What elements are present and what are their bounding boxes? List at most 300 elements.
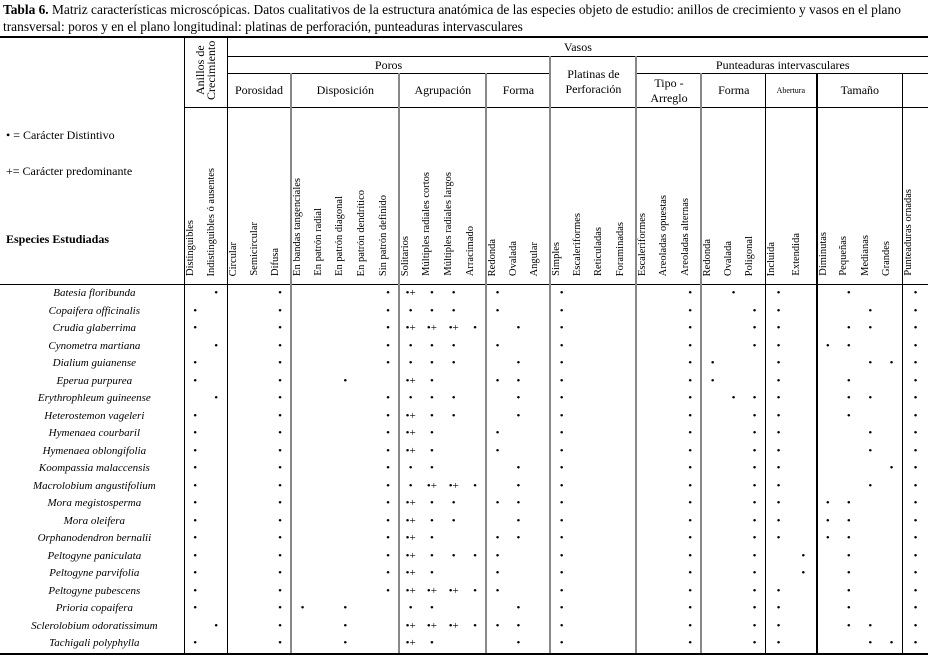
character-mark (636, 618, 658, 636)
character-mark: • (516, 479, 521, 492)
character-mark: • (766, 635, 792, 654)
character-mark: • (386, 427, 390, 440)
character-mark: • (550, 373, 572, 391)
column-header-label: Simples (551, 242, 563, 276)
character-mark: • (846, 339, 851, 352)
character-mark (572, 285, 594, 303)
character-mark (508, 583, 529, 601)
character-mark: • (846, 322, 851, 335)
character-mark: • (486, 285, 507, 303)
column-header (206, 108, 228, 285)
character-mark (723, 338, 744, 356)
character-mark (356, 338, 378, 356)
character-mark: •+ (399, 565, 421, 583)
character-mark: • (386, 339, 390, 352)
character-mark: • (516, 374, 521, 387)
character-mark (356, 408, 378, 426)
column-header-label: Solitarios (400, 235, 412, 276)
character-mark (486, 635, 507, 654)
character-mark (817, 478, 839, 496)
punteaduras-header: Punteaduras intervasculares (636, 57, 928, 74)
character-mark: • (889, 462, 894, 475)
character-mark (227, 390, 248, 408)
character-mark: • (278, 549, 283, 562)
table-row (0, 530, 928, 548)
character-mark (313, 495, 335, 513)
character-mark (723, 600, 744, 618)
character-mark: • (846, 514, 851, 527)
character-mark (701, 548, 722, 566)
character-mark (817, 408, 839, 426)
character-mark (508, 425, 529, 443)
character-mark (701, 320, 722, 338)
character-mark (249, 548, 270, 566)
character-mark (860, 600, 882, 618)
character-mark: •+ (448, 322, 459, 335)
character-mark (572, 583, 594, 601)
character-mark (723, 548, 744, 566)
character-mark (334, 460, 356, 478)
character-mark (227, 443, 248, 461)
character-mark (291, 338, 313, 356)
character-mark (572, 513, 594, 531)
character-mark (291, 443, 313, 461)
character-mark (291, 390, 313, 408)
character-mark: • (184, 635, 206, 654)
character-mark (443, 530, 465, 548)
character-mark (313, 513, 335, 531)
character-mark (572, 338, 594, 356)
character-mark (465, 373, 487, 391)
character-mark: • (291, 600, 313, 618)
characteristics-matrix-table (0, 36, 928, 655)
character-mark (791, 478, 817, 496)
character-mark: • (516, 462, 521, 475)
character-mark (443, 635, 465, 654)
character-mark: • (516, 357, 521, 370)
character-mark (593, 583, 615, 601)
character-mark (184, 338, 206, 356)
character-mark: • (752, 479, 757, 492)
character-mark (615, 443, 637, 461)
character-mark: • (399, 303, 421, 321)
character-mark (465, 460, 487, 478)
character-mark (860, 583, 882, 601)
character-mark (249, 285, 270, 303)
character-mark: • (766, 320, 792, 338)
column-header-label: Angular (529, 241, 541, 276)
character-mark: •+ (426, 322, 437, 335)
column-header (399, 108, 421, 285)
character-mark (817, 635, 839, 654)
character-mark: • (451, 339, 456, 352)
character-mark: • (766, 303, 792, 321)
character-mark: •+ (399, 373, 421, 391)
character-mark (723, 408, 744, 426)
character-mark (636, 285, 658, 303)
character-mark: • (550, 548, 572, 566)
character-mark: • (214, 392, 219, 405)
table-row (0, 338, 928, 356)
character-mark: •+ (399, 583, 421, 601)
character-mark: • (846, 409, 851, 422)
character-mark (636, 303, 658, 321)
character-mark: • (516, 322, 521, 335)
character-mark (723, 303, 744, 321)
character-mark: • (868, 479, 873, 492)
character-mark: • (688, 462, 693, 475)
character-mark (486, 460, 507, 478)
character-mark (636, 390, 658, 408)
character-mark: • (744, 635, 765, 654)
character-mark: • (343, 374, 348, 387)
column-header-label: Escaleriformes (571, 213, 583, 276)
character-mark (356, 303, 378, 321)
species-name: Dialium guianense (52, 357, 137, 370)
character-mark (615, 425, 637, 443)
character-mark: • (752, 444, 757, 457)
column-header-label: Diminutas (817, 232, 829, 276)
character-mark: • (903, 548, 928, 566)
character-mark: • (903, 635, 928, 654)
character-mark: • (766, 443, 792, 461)
character-mark: • (430, 427, 434, 440)
character-mark: • (386, 514, 390, 527)
column-header (550, 108, 572, 285)
character-mark: • (451, 497, 456, 510)
character-mark: • (486, 373, 507, 391)
character-mark: • (903, 320, 928, 338)
character-mark (529, 495, 550, 513)
character-mark (658, 565, 680, 583)
character-mark (572, 303, 594, 321)
character-mark: • (486, 303, 507, 321)
character-mark: • (278, 287, 283, 300)
character-mark: •+ (399, 285, 421, 303)
column-header-label: Múltiples radiales largos (442, 172, 454, 276)
character-mark (636, 373, 658, 391)
character-mark (817, 303, 839, 321)
table-row (0, 355, 928, 373)
character-mark (529, 618, 550, 636)
character-mark: • (846, 549, 851, 562)
character-mark: • (386, 322, 390, 335)
tamano-header: Tamaño (817, 74, 903, 108)
character-mark: •+ (426, 479, 437, 492)
character-mark: • (752, 584, 757, 597)
character-mark (593, 390, 615, 408)
character-mark: • (451, 304, 456, 317)
character-mark: • (550, 320, 572, 338)
character-mark (572, 495, 594, 513)
character-mark (701, 618, 722, 636)
character-mark: • (430, 444, 434, 457)
character-mark (860, 285, 882, 303)
character-mark (615, 355, 637, 373)
character-mark (744, 373, 765, 391)
character-mark: • (550, 565, 572, 583)
character-mark (701, 565, 722, 583)
character-mark (356, 583, 378, 601)
character-mark (636, 548, 658, 566)
character-mark: • (688, 287, 693, 300)
species-name: Hymenaea courbaril (48, 427, 141, 440)
character-mark (636, 513, 658, 531)
character-mark: • (473, 322, 477, 335)
character-mark: • (516, 392, 521, 405)
character-mark (701, 600, 722, 618)
character-mark (227, 565, 248, 583)
character-mark: • (846, 392, 851, 405)
character-mark: • (184, 408, 206, 426)
character-mark (249, 635, 270, 654)
caption-label: Tabla 6. (3, 2, 49, 17)
character-mark (529, 338, 550, 356)
character-mark: • (846, 287, 851, 300)
character-mark (378, 373, 400, 391)
character-mark: • (278, 602, 283, 615)
column-header-label: En patrón radial (312, 208, 324, 276)
character-mark: • (766, 460, 792, 478)
character-mark: • (766, 513, 792, 531)
character-mark: • (486, 565, 507, 583)
character-mark: • (881, 635, 903, 654)
character-mark: • (278, 497, 283, 510)
character-mark: • (550, 443, 572, 461)
character-mark (206, 373, 228, 391)
character-mark (356, 478, 378, 496)
table-row (0, 408, 928, 426)
character-mark: •+ (399, 425, 421, 443)
column-header (766, 108, 792, 285)
character-mark (658, 495, 680, 513)
character-mark (817, 600, 839, 618)
character-mark: • (486, 443, 507, 461)
character-mark: • (766, 495, 792, 513)
character-mark (443, 373, 465, 391)
character-mark: • (486, 338, 507, 356)
character-mark (227, 530, 248, 548)
character-mark (313, 285, 335, 303)
column-header-label: Circular (227, 241, 239, 276)
column-header-label: Ovalada (507, 241, 519, 276)
character-mark (313, 320, 335, 338)
table-row (0, 425, 928, 443)
character-mark: • (860, 635, 882, 654)
character-mark (206, 355, 228, 373)
character-mark: • (903, 495, 928, 513)
character-mark: • (184, 355, 206, 373)
character-mark (206, 320, 228, 338)
character-mark (206, 478, 228, 496)
character-mark: • (550, 478, 572, 496)
character-mark: • (486, 583, 507, 601)
character-mark: • (473, 619, 477, 632)
character-mark: • (451, 392, 456, 405)
character-mark: •+ (399, 495, 421, 513)
character-mark: • (752, 497, 757, 510)
character-mark (465, 408, 487, 426)
character-mark (658, 373, 680, 391)
character-mark (356, 618, 378, 636)
character-mark (465, 600, 487, 618)
character-mark (572, 408, 594, 426)
character-mark: •+ (448, 584, 459, 597)
character-mark (508, 443, 529, 461)
character-mark (572, 618, 594, 636)
table-row (0, 390, 928, 408)
character-mark (881, 600, 903, 618)
character-mark: • (903, 373, 928, 391)
character-mark: • (846, 602, 851, 615)
character-mark (334, 565, 356, 583)
character-mark (334, 443, 356, 461)
character-mark (529, 303, 550, 321)
character-mark (508, 548, 529, 566)
table-row (0, 600, 928, 618)
character-mark (529, 408, 550, 426)
character-mark (701, 513, 722, 531)
character-mark: • (430, 304, 434, 317)
character-mark: • (752, 339, 757, 352)
column-header (593, 108, 615, 285)
table-row (0, 478, 928, 496)
character-mark: • (399, 460, 421, 478)
character-mark (291, 513, 313, 531)
character-mark (881, 618, 903, 636)
character-mark (615, 600, 637, 618)
character-mark (791, 618, 817, 636)
character-mark (658, 320, 680, 338)
character-mark: • (766, 408, 792, 426)
character-mark: • (278, 567, 283, 580)
species-name: Sclerolobium odoratissimum (31, 619, 158, 632)
character-mark (334, 495, 356, 513)
character-mark: • (550, 390, 572, 408)
character-mark: • (270, 635, 291, 654)
character-mark (356, 460, 378, 478)
character-mark (465, 338, 487, 356)
character-mark (227, 548, 248, 566)
character-mark (334, 338, 356, 356)
column-header (817, 108, 839, 285)
character-mark (615, 565, 637, 583)
character-mark: • (817, 495, 839, 513)
character-mark (701, 338, 722, 356)
character-mark: • (688, 392, 693, 405)
character-mark (658, 530, 680, 548)
character-mark: • (184, 443, 206, 461)
character-mark: •+ (448, 619, 459, 632)
character-mark: • (516, 497, 521, 510)
character-mark (593, 530, 615, 548)
table-row (0, 635, 928, 654)
character-mark: • (903, 355, 928, 373)
column-header (291, 108, 313, 285)
character-mark: • (184, 320, 206, 338)
character-mark (593, 565, 615, 583)
character-mark: • (278, 444, 283, 457)
character-mark (658, 425, 680, 443)
character-mark (356, 320, 378, 338)
character-mark (313, 530, 335, 548)
character-mark (249, 443, 270, 461)
character-mark (881, 513, 903, 531)
character-mark (615, 320, 637, 338)
character-mark (723, 320, 744, 338)
character-mark (206, 583, 228, 601)
character-mark (615, 408, 637, 426)
character-mark: • (903, 303, 928, 321)
column-header (723, 108, 744, 285)
character-mark (791, 460, 817, 478)
column-header (838, 108, 860, 285)
character-mark: • (430, 287, 434, 300)
character-mark (636, 583, 658, 601)
table-row (0, 320, 928, 338)
character-mark (881, 320, 903, 338)
character-mark: • (752, 427, 757, 440)
character-mark (817, 320, 839, 338)
character-mark: • (846, 532, 851, 545)
character-mark (881, 583, 903, 601)
character-mark (838, 443, 860, 461)
character-mark: • (550, 355, 572, 373)
character-mark (529, 530, 550, 548)
character-mark (615, 303, 637, 321)
character-mark (817, 583, 839, 601)
character-mark: • (430, 357, 434, 370)
platinas-header: Platinas de Perforación (550, 57, 636, 108)
character-mark (227, 583, 248, 601)
character-mark (881, 565, 903, 583)
character-mark (443, 443, 465, 461)
character-mark: • (688, 409, 693, 422)
character-mark (838, 460, 860, 478)
character-mark: • (903, 338, 928, 356)
character-mark (572, 425, 594, 443)
character-mark (817, 548, 839, 566)
character-mark: • (386, 287, 390, 300)
character-mark (881, 495, 903, 513)
character-mark (791, 303, 817, 321)
character-mark (356, 530, 378, 548)
character-mark: • (486, 618, 507, 636)
character-mark: •+ (399, 618, 421, 636)
character-mark (334, 390, 356, 408)
character-mark (334, 285, 356, 303)
character-mark: • (688, 497, 693, 510)
character-mark (465, 390, 487, 408)
character-mark (593, 355, 615, 373)
character-mark: • (801, 549, 806, 562)
character-mark (465, 425, 487, 443)
character-mark (529, 548, 550, 566)
column-header-label: Semicircular (248, 222, 260, 276)
character-mark (529, 443, 550, 461)
character-mark (291, 548, 313, 566)
character-mark (615, 583, 637, 601)
character-mark: • (516, 514, 521, 527)
character-mark: • (430, 497, 434, 510)
character-mark (636, 600, 658, 618)
character-mark: • (278, 532, 283, 545)
table-row (0, 495, 928, 513)
character-mark: • (550, 635, 572, 654)
column-header-label: Foraminadas (614, 221, 626, 276)
character-mark (615, 635, 637, 654)
character-mark (593, 635, 615, 654)
